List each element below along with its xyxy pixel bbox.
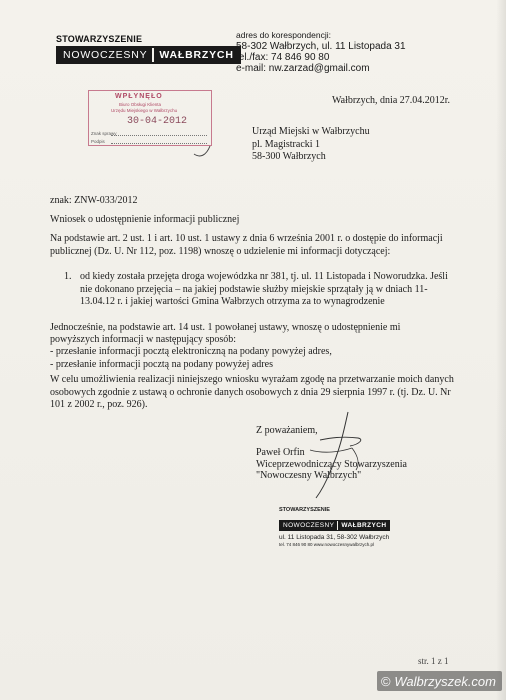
letter-date: Wałbrzych, dnia 27.04.2012r. — [332, 95, 451, 106]
received-stamp — [88, 90, 212, 146]
contact-block — [236, 30, 406, 74]
list-item-text: od kiedy została przejęta droga wojewódzka nr 381, tj. ul. 11 Listopada i Noworudzka. Jeśli nie dokonano przejęcia – na jakiej podstawie służby miejskie sprzątały ją w dniach 11-13.04.12 r. i jakiej wartości Gmina Wałbrzych otrzyma za to wynagrodzenie — [80, 271, 448, 307]
stamp-line3: Znak sprawy — [91, 131, 117, 136]
paragraph-2-line4: - przesłanie informacji pocztą na podany powyżej adres — [50, 358, 273, 370]
copyright-icon: © — [380, 673, 391, 689]
header-logo — [56, 34, 241, 64]
paragraph-2-line3: - przesłanie informacji pocztą elektroniczną na podany powyżej adres, — [50, 346, 332, 358]
addressee-line3: 58-300 Wałbrzych — [252, 151, 326, 162]
stamp-title: WPŁYNĘŁO — [115, 93, 163, 100]
stamp-line1: Biuro Obsługi Klienta — [119, 102, 162, 107]
closing-text: Z poważaniem, — [256, 425, 318, 436]
signer-role: Wiceprzewodniczący Stowarzyszenia — [256, 458, 407, 470]
logo-part1: NOWOCZESNY — [63, 49, 148, 61]
contact-label: adres do korespondencji: — [236, 30, 331, 40]
logo-part2: WAŁBRZYCH — [152, 48, 238, 62]
stamp2-line1: STOWARZYSZENIE — [279, 507, 330, 513]
page-edge-shadow — [496, 0, 506, 700]
signer-org: "Nowoczesny Wałbrzych" — [256, 470, 362, 481]
stamp2-part1: NOWOCZESNY — [283, 522, 335, 529]
contact-email: e-mail: nw.zarzad@gmail.com — [236, 63, 370, 74]
contact-address: 58-302 Wałbrzych, ul. 11 Listopada 31 — [236, 41, 406, 52]
watermark-text: Walbrzyszek.com — [394, 673, 496, 689]
reference-number: znak: ZNW-033/2012 — [50, 195, 138, 206]
paragraph-1: Na podstawie art. 2 ust. 1 i art. 10 ust. 1 ustawy z dnia 6 września 2001 r. o dostępie do informacji publicznej (Dz. U. Nr 112, poz. 1198) wnoszę o udzielenie mi informacji dotyczącej: — [50, 233, 443, 257]
stamp2-bar — [279, 520, 390, 531]
stamp-line2: Urzędu Miejskiego w Wałbrzychu — [111, 108, 178, 113]
stamp2-address: ul. 11 Listopada 31, 58-302 Wałbrzych — [279, 534, 390, 541]
list-item-number: 1. — [64, 271, 72, 282]
stamp2-part2: WAŁBRZYCH — [337, 521, 389, 530]
watermark — [377, 671, 502, 691]
handwritten-signature — [300, 410, 390, 500]
addressee-block — [252, 126, 370, 164]
addressee-line1: Urząd Miejski w Wałbrzychu — [252, 126, 370, 137]
signer-name: Paweł Orfin — [256, 447, 305, 458]
addressee-line2: pl. Magistracki 1 — [252, 138, 321, 150]
page-number: str. 1 z 1 — [418, 656, 449, 666]
paragraph-2-line2: powyższych informacji w następujący sposób: — [50, 334, 237, 346]
paragraph-2-line1: Jednocześnie, na podstawie art. 14 ust. 1 powołanej ustawy, wnoszę o udostępnienie mi — [50, 322, 401, 333]
logo-line1: STOWARZYSZENIE — [56, 34, 143, 44]
logo-bar — [56, 46, 241, 64]
contact-phone: tel./fax: 74 846 90 80 — [236, 52, 330, 63]
stamp-line4: Podpis — [91, 139, 105, 144]
stamp-rule-1 — [111, 135, 207, 136]
paragraph-2 — [50, 322, 460, 371]
pen-mark-icon — [192, 142, 214, 162]
stamp2-contact: tel. 74 846 90 80 www.nowoczesnywalbrzych.pl — [279, 542, 375, 547]
association-stamp — [279, 507, 390, 547]
letter-subject: Wniosek o udostępnienie informacji publicznej — [50, 214, 240, 225]
stamp-date: 30-04-2012 — [127, 116, 188, 127]
paragraph-3: W celu umożliwienia realizacji niniejszego wniosku wyrażam zgodę na przetwarzanie moich danych osobowych zgodnie z ustawą o ochronie danych osobowych z dnia 29 sierpnia 1997 r. (tj. Dz. U. Nr 101 z 2002 r., poz. 926). — [50, 374, 454, 410]
